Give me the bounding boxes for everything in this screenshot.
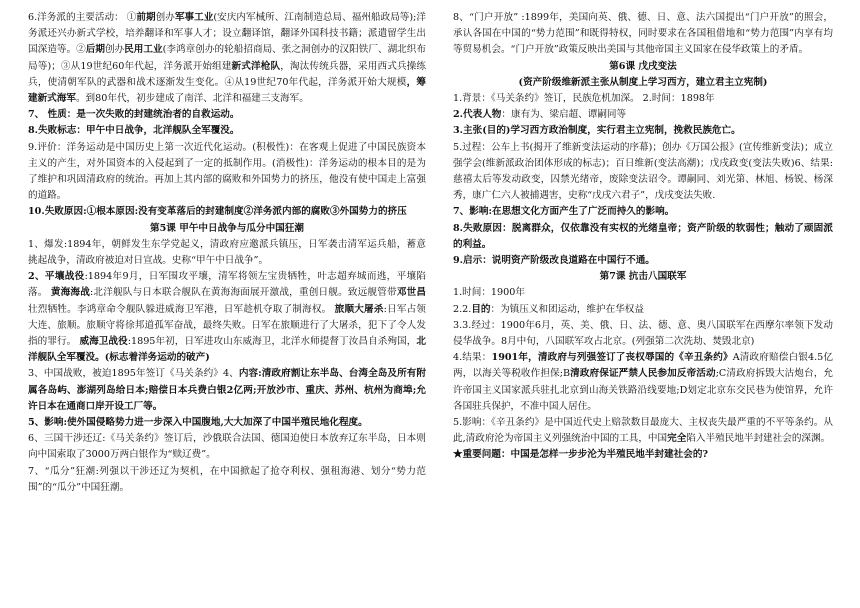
paragraph-lesson: 9.启示：说明资产阶级改良道路在中国行不通。 bbox=[453, 255, 655, 267]
paragraph-open-door: 8、“门户开放” :1899年，美国向英、俄、德、日、意、法六国提出“门户开放”的照会，承认各国在中国的“势力范围”和既得特权，同时要求在各国租借地和“势力范围”内享有均等贸易机会。“门户开放”政策反映出美国与其他帝国主义国家在侵华政策上的矛盾。 bbox=[453, 12, 833, 56]
paragraph-failure-sign: 8.失败标志：甲午中日战争，北洋舰队全军覆没。 bbox=[28, 125, 240, 137]
paragraph-goal: 3.主张(目的)学习西方政治制度，实行君主立宪制，挽救民族危亡。 bbox=[453, 125, 741, 137]
paragraph-failure-reasons: 10.失败原因:①根本原因:没有变革落后的封建制度②洋务派内部的腐败③外国势力的挤压 bbox=[28, 206, 407, 218]
paragraph-evaluation: 9.评价：洋务运动是中国历史上第一次近代化运动。(积极性)：在客观上促进了中国民族资本主义的产生，对外国资本的入侵起到了一定的抵制作用。(消极性)：洋务运动的根本目的是为了维护和巩固清政府的统治。再加上其内部的腐败和外国势力的挤压，他没有使中国走上富强的道路。 bbox=[28, 141, 426, 202]
paragraph-battles: 2、平壤战役:1894年9月，日军围攻平壤，清军将领左宝贵牺牲，叶志超弃城而逃，平壤陷落。 黄海海战:北洋舰队与日本联合舰队在黄海海面展开激战，重创日舰。致远舰管带邓世昌壮烈牺牲。李鸿章命令舰队躲进威海卫军港，日军趁机夺取了制海权。 旅顺大屠杀:日军占领大连、旅顺。旅顺守将徐邦道孤军奋战，最终失败。日军在旅顺进行了大屠杀，犯下了令人发指的罪行。 威海卫战役:1895年初，日军进攻山东威海卫，北洋水师提督丁汝昌自杀殉国，北洋舰队全军覆没。(标志着洋务运动的破产) bbox=[28, 271, 427, 364]
paragraph-activities: 6.洋务派的主要活动： ①前期创办军事工业(安庆内军械所、江南制造总局、福州船政局等);洋务派还兴办新式学校，培养翻译和军事人才；设立翻译馆，翻译外国科技书籍；派遣留学生出国深造等。②后期创办民用工业(李鸿章创办的轮船招商局、张之洞创办的汉阳铁厂、湖北织布局等)；③从19世纪60年代起，洋务派开始组建新式洋枪队，淘汰传统兵器，采用西式兵操练兵，使清朝军队的武器和战术逐渐发生变化。④从19世纪70年代起，洋务派开始大规模，筹建新式海军。到80年代，初步建成了南洋、北洋和福建三支海军。 bbox=[28, 12, 427, 105]
paragraph-impact: 5、影响:使外国侵略势力进一步深入中国腹地,大大加深了中国半殖民地化程度。 bbox=[28, 417, 368, 429]
paragraph-reform-impact: 7、影响:在思想文化方面产生了广泛而持久的影响。 bbox=[453, 206, 675, 218]
paragraph-background: 1.背景：《马关条约》签订，民族危机加深。 2.时间：1898年 bbox=[453, 93, 715, 105]
paragraph-outbreak: 1、爆发:1894年，朝鲜发生东学党起义，清政府应邀派兵镇压，日军袭击清军运兵船，蓄意挑起战争，清政府被迫对日宣战。史称“甲午中日战争”。 bbox=[28, 238, 426, 267]
paragraph-nature: 7、 性质：是一次失败的封建统治者的自救运动。 bbox=[28, 109, 240, 121]
paragraph-treaty: 3、中国战败，被迫1895年签订《马关条约》4、内容:清政府割让东半岛、台湾全岛及所有附属各岛屿、澎湖列岛给日本;赔偿日本兵费白银2亿两;开放沙市、重庆、苏州、杭州为商埠;允许日本在通商口岸开设工厂等。 bbox=[28, 368, 426, 412]
lesson-6-heading: 第6课 戊戌变法 bbox=[609, 60, 677, 72]
paragraph-liaodong: 6、三国干涉还辽:《马关条约》签订后，沙俄联合法国、德国迫使日本放弃辽东半岛，日本则向中国索取了3000万两白银作为“赎辽费”。 bbox=[28, 433, 426, 461]
key-question: ★重要问题：中国是怎样一步步沦为半殖民地半封建社会的? bbox=[453, 449, 709, 461]
paragraph-boxer-impact: 5.影响：《辛丑条约》是中国近代史上赔款数目最庞大、主权丧失最严重的不平等条约。从此,清政府沦为帝国主义列强统治中国的工具，中国完全陷入半殖民地半封建社会的深渊。 bbox=[453, 417, 833, 445]
lesson-5-heading: 第5课 甲午中日战争与瓜分中国狂潮 bbox=[150, 222, 304, 234]
paragraph-representatives: 2.代表人物：康有为、梁启超、谭嗣同等 bbox=[453, 109, 627, 121]
paragraph-process: 5.过程：公车上书(揭开了维新变法运动的序幕)；创办《万国公报》(宣传维新变法)；成立强学会(维新派政治团体形成的标志)；百日维新(变法高潮)；戊戌政变(变法失败)6、结果:慈禧太后等发动政变，囚禁光绪帝，废除变法诏令。谭嗣同、刘光第、林旭、杨锐、杨深秀，康广仁六人被捕遇害，史称“戊戌六君子”，戊戌变法失败. bbox=[453, 141, 833, 202]
paragraph-partition: 7、“瓜分”狂潮:列强以干涉还辽为契机，在中国掀起了抢夺利权、强租海港、划分“势力范围”的“瓜分”中国狂潮。 bbox=[28, 465, 426, 493]
paragraph-time: 1.时间：1900年 bbox=[453, 287, 525, 299]
right-column bbox=[453, 10, 833, 464]
paragraph-purpose: 2.2.目的：为镇压义和团运动，维护在华权益 bbox=[453, 303, 644, 315]
paragraph-reform-failure: 8.失败原因：脱离群众，仅依靠没有实权的光绪皇帝；资产阶级的软弱性；触动了顽固派的利益。 bbox=[453, 222, 833, 250]
lesson-6-subheading: (资产阶级维新派主张从制度上学习西方，建立君主立宪制) bbox=[518, 76, 768, 88]
paragraph-course: 3.3.经过：1900年6月，英、美、俄、日、法、德、意、奥八国联军在西摩尔率领下发动侵华战争。8月中旬，八国联军攻占北京。(列强第二次洗劫、焚毁北京) bbox=[453, 319, 833, 348]
lesson-7-heading: 第7课 抗击八国联军 bbox=[599, 271, 687, 283]
paragraph-result: 4.结果：1901年，清政府与列强签订了丧权辱国的《辛丑条约》A清政府赔偿白银4.5亿两，以海关等税收作担保;B清政府保证严禁人民参加反帝活动;C清政府拆毁大沽炮台，允许帝国主义国家派兵驻扎北京到山海关铁路沿线要地;D划定北京东交民巷为使馆界，允许各国驻兵保护，不准中国人居住。 bbox=[453, 352, 833, 412]
left-column bbox=[28, 10, 426, 496]
